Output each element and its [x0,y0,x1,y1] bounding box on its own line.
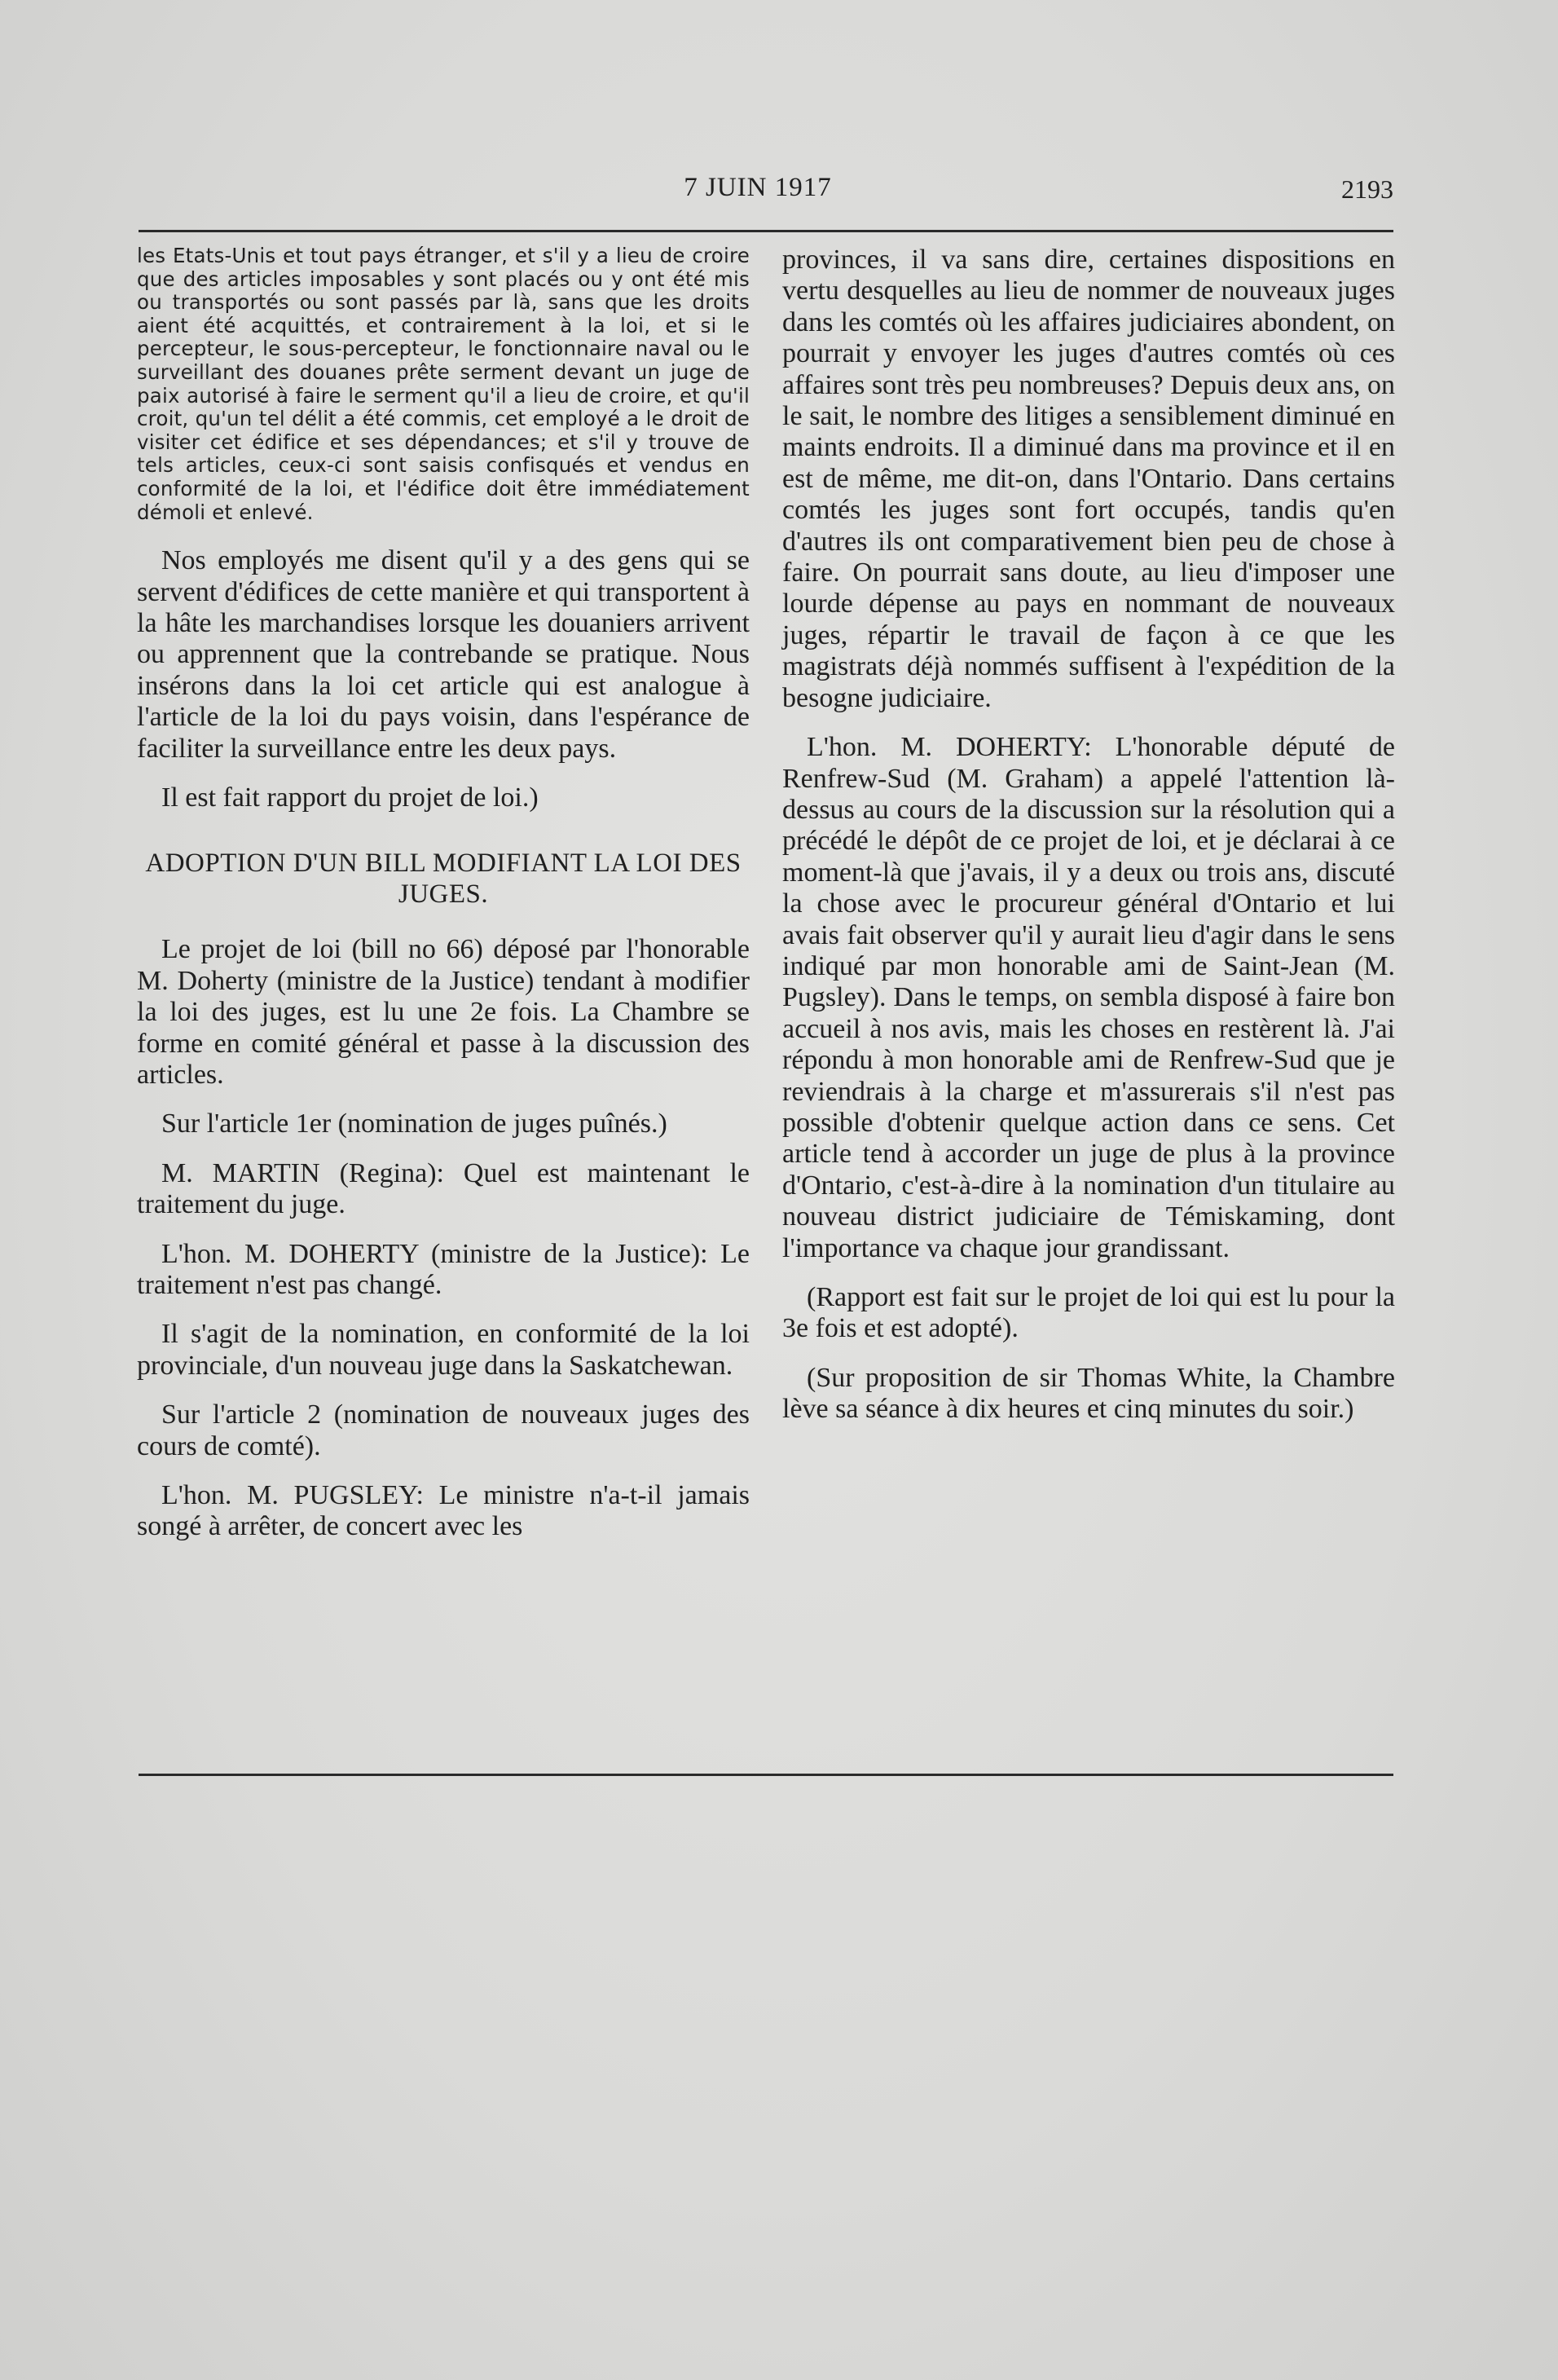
page-header-date: 7 JUIN 1917 [684,173,832,202]
footer-rule [139,1774,1393,1776]
paragraph-pugsley: L'hon. M. PUGSLEY: Le ministre n'a-t-il jamais songé à arrêter, de concert avec les [137,1480,750,1542]
paragraph-doherty-response: L'hon. M. DOHERTY: L'honorable député de Renfrew-Sud (M. Graham) a appelé l'attention là-dessus au cours de la discussion sur la résolution qui a précédé le dépôt de ce projet de loi, et je déclarai à ce moment-là que j'avais, il y a deux ou trois ans, discuté la chose avec le procureur général d'Ontario et lui avais fait observer qu'il y aurait lieu d'agir dans le sens indiqué par mon honorable ami de Saint-Jean (M. Pugsley). Dans le temps, on sembla disposé à faire bon accueil à nos avis, mais les choses en restèrent là. J'ai répondu à mon honorable ami de Renfrew-Sud que je reviendrais à la charge et m'assurerais s'il n'est pas possible d'obtenir quelque action dans ce sens. Cet article tend à accorder un juge de plus à la province d'Ontario, c'est-à-dire à la nomination d'un titulaire au nouveau district judiciaire de Témiskaming, dont l'importance va chaque jour grandissant. [782,732,1395,1263]
paragraph-doherty-reply: L'hon. M. DOHERTY (ministre de la Justice): Le traitement n'est pas changé. [137,1238,750,1301]
paragraph-seance: (Sur proposition de sir Thomas White, la Chambre lève sa séance à dix heures et cinq minutes du soir.) [782,1362,1395,1425]
right-column [782,245,1395,1443]
paragraph-article-1: Sur l'article 1er (nomination de juges puînés.) [161,1108,667,1139]
paragraph-martin: M. MARTIN (Regina): Quel est maintenant le traitement du juge. [137,1157,750,1220]
paragraph-rapport: Il est fait rapport du projet de loi.) [161,782,539,813]
paragraph-adopte: (Rapport est fait sur le projet de loi qui est lu pour la 3e fois et est adopté). [782,1282,1395,1344]
paragraph-nomination: Il s'agit de la nomination, en conformité de la loi provinciale, d'un nouveau juge dans la Saskatchewan. [137,1319,750,1381]
paragraph-provinces: provinces, il va sans dire, certaines dispositions en vertu desquelles au lieu de nommer de nouveaux juges dans les comtés où les affaires judiciaires abondent, on pourrait y envoyer les juges d'autres comtés où ces affaires sont très peu nombreuses? Depuis deux ans, on le sait, le nombre des litiges a sensiblement diminué en maints endroits. Il a diminué dans ma province et il en est de même, me dit-on, dans l'Ontario. Dans certains comtés les juges sont fort occupés, tandis qu'en d'autres ils ont comparativement bien peu de chose à faire. On pourrait sans doute, au lieu d'imposer une lourde dépense au pays en nommant de nouveaux juges, répartir le travail de façon à ce que les magistrats déjà nommés suffisent à l'expédition de la besogne judiciaire. [782,245,1395,713]
paragraph-employes: Nos employés me disent qu'il y a des gens qui se servent d'édifices de cette manière et qui transportent à la hâte les marchandises lorsque les douaniers arrivent ou apprennent que la contrebande se pratique. Nous insérons dans la loi cet article qui est analogue à l'article de la loi du pays voisin, dans l'espérance de faciliter la surveillance entre les deux pays. [137,545,750,764]
page-number: 2193 [1341,174,1393,204]
quoted-bill-clause: les Etats-Unis et tout pays étranger, et s'il y a lieu de croire que des articles imposables y sont placés ou y ont été mis ou transportés ou sont passés par là, sans que les droits aient été acquittés, et contrairement à la loi, et si le percepteur, le sous-percepteur, le fonctionnaire naval ou le surveillant des douanes prête serment devant un juge de paix autorisé à faire le serment qu'il a lieu de croire, et qu'il croit, qu'un tel délit a été commis, cet employé a le droit de visiter cet édifice et ses dépendances; et s'il y trouve de tels articles, ceux-ci sont saisis confisqués et vendus en conformité de la loi, et l'édifice doit être immédiatement démoli et enlevé. [137,244,750,524]
header-rule [139,230,1393,232]
paragraph-article-2: Sur l'article 2 (nomination de nouveaux juges des cours de comté). [137,1399,750,1461]
paragraph-projet-de-loi: Le projet de loi (bill no 66) déposé par l'honorable M. Doherty (ministre de la Justice) tendant à modifier la loi des juges, est lu une 2e fois. La Chambre se forme en comité général et passe à la discussion des articles. [137,934,750,1090]
left-column [137,245,750,1561]
section-heading: ADOPTION D'UN BILL MODIFIANT LA LOI DES JUGES. [145,848,742,910]
